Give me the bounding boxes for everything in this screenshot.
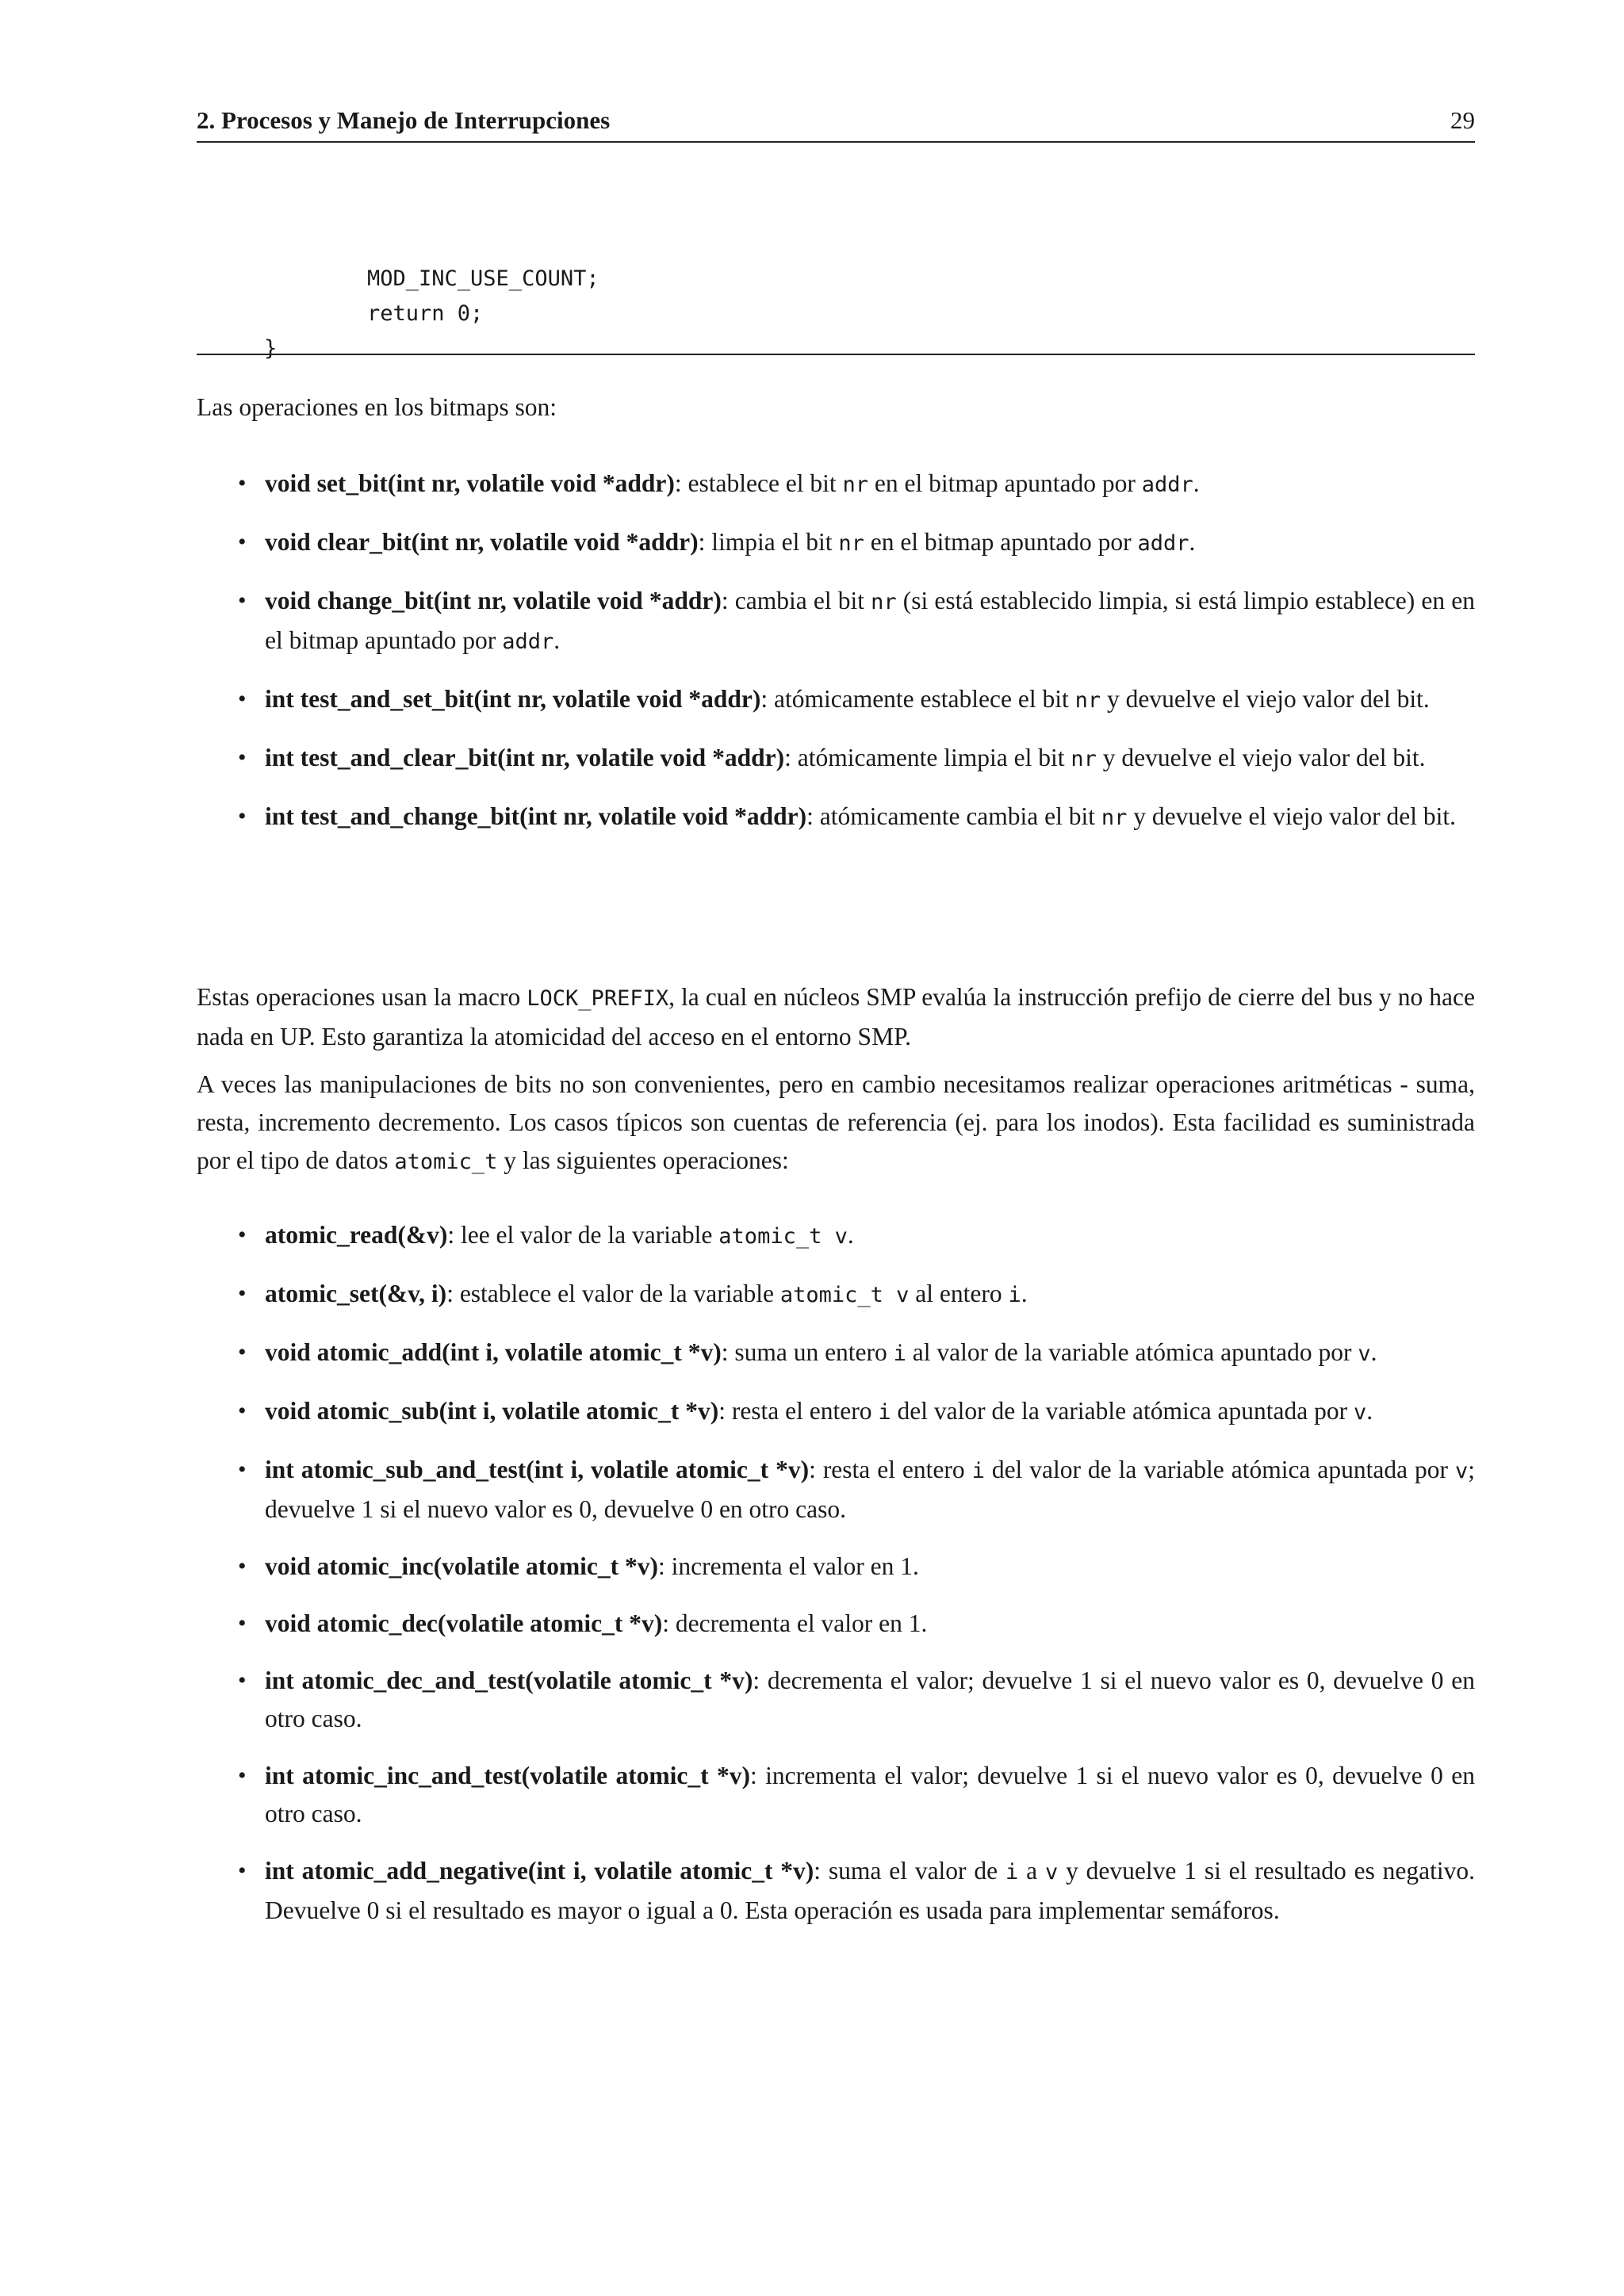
atomic-operations-list bbox=[197, 1216, 1475, 1949]
description: del valor de la variable atómica apuntada por bbox=[984, 1456, 1455, 1483]
code-term: nr bbox=[842, 473, 869, 497]
list-item bbox=[197, 1757, 1475, 1833]
description: al valor de la variable atómica apuntado por bbox=[906, 1338, 1358, 1366]
code-term: v bbox=[1044, 1860, 1059, 1885]
description: : lee el valor de la variable bbox=[447, 1221, 719, 1249]
description: en el bitmap apuntado por bbox=[868, 469, 1142, 497]
code-term: i bbox=[878, 1400, 891, 1425]
description: y devuelve el viejo valor del bit. bbox=[1096, 744, 1426, 771]
description: . bbox=[553, 626, 561, 654]
list-item bbox=[197, 1392, 1475, 1432]
paragraph-atomic bbox=[197, 1066, 1475, 1181]
code-term: addr bbox=[1141, 473, 1193, 497]
function-signature: atomic_read(&v) bbox=[265, 1221, 448, 1249]
code-line: MOD_INC_USE_COUNT; bbox=[367, 266, 599, 291]
description: ; devuelve 1 si el nuevo valor es 0, devuelve 0 en otro caso. bbox=[265, 1456, 1475, 1523]
function-signature: int test_and_set_bit(int nr, volatile void *addr) bbox=[265, 685, 761, 713]
description: y devuelve el viejo valor del bit. bbox=[1127, 802, 1457, 830]
description: . bbox=[1189, 528, 1196, 556]
code-term: v bbox=[1454, 1459, 1469, 1483]
list-item bbox=[197, 523, 1475, 563]
page-number: 29 bbox=[1450, 106, 1475, 134]
function-signature: void atomic_inc(volatile atomic_t *v) bbox=[265, 1552, 659, 1580]
list-item bbox=[197, 582, 1475, 661]
description: en el bitmap apuntado por bbox=[864, 528, 1138, 556]
description: : decrementa el valor; devuelve 1 si el nuevo valor es 0, devuelve 0 en otro caso. bbox=[265, 1667, 1475, 1732]
bitmap-operations-list bbox=[197, 465, 1475, 856]
description: : suma el valor de bbox=[814, 1857, 1005, 1885]
list-item bbox=[197, 1216, 1475, 1256]
bullet-icon: • bbox=[238, 1610, 247, 1636]
description: al entero bbox=[909, 1280, 1009, 1307]
bullet-icon: • bbox=[238, 1667, 247, 1693]
code-block bbox=[197, 262, 1475, 366]
code-term: atomic_t bbox=[394, 1150, 498, 1174]
list-item bbox=[197, 1852, 1475, 1930]
paragraph-text: A veces las manipulaciones de bits no son convenientes, pero en cambio necesitamos realizar operaciones aritméticas - suma, resta, incremento decremento. Los casos típicos son cuentas de referencia (ej. para los inodos). Esta facilidad es suministrada por el tipo de datos bbox=[197, 1070, 1475, 1174]
function-signature: int test_and_clear_bit(int nr, volatile void *addr) bbox=[265, 744, 785, 771]
function-signature: int atomic_dec_and_test(volatile atomic_t *v) bbox=[265, 1667, 753, 1694]
bullet-icon: • bbox=[238, 1339, 247, 1365]
code-term: nr bbox=[1074, 688, 1101, 713]
list-item bbox=[197, 680, 1475, 720]
bullet-icon: • bbox=[238, 529, 247, 555]
description: : incrementa el valor en 1. bbox=[658, 1552, 919, 1580]
function-signature: void set_bit(int nr, volatile void *addr) bbox=[265, 469, 675, 497]
description: : decrementa el valor en 1. bbox=[662, 1609, 928, 1637]
function-signature: int atomic_inc_and_test(volatile atomic_t *v) bbox=[265, 1762, 751, 1789]
description: : incrementa el valor; devuelve 1 si el nuevo valor es 0, devuelve 0 en otro caso. bbox=[265, 1762, 1476, 1827]
paragraph-text: y las siguientes operaciones: bbox=[497, 1146, 789, 1174]
description: . bbox=[1370, 1338, 1377, 1366]
paragraph-lock-prefix bbox=[197, 978, 1475, 1056]
function-signature: void atomic_add(int i, volatile atomic_t *v) bbox=[265, 1338, 722, 1366]
intro-bitmaps: Las operaciones en los bitmaps son: bbox=[197, 393, 557, 421]
list-item bbox=[197, 1662, 1475, 1738]
description: . bbox=[1021, 1280, 1028, 1307]
list-item bbox=[197, 739, 1475, 779]
bullet-icon: • bbox=[238, 1456, 247, 1483]
description: del valor de la variable atómica apuntada por bbox=[891, 1397, 1354, 1425]
code-term: i bbox=[893, 1341, 906, 1366]
code-term: nr bbox=[871, 590, 897, 614]
code-term: i bbox=[971, 1459, 985, 1483]
list-item bbox=[197, 465, 1475, 504]
code-term: v bbox=[1358, 1341, 1371, 1366]
description: : resta el entero bbox=[718, 1397, 879, 1425]
code-line: } bbox=[264, 336, 278, 361]
description: : establece el bit bbox=[674, 469, 843, 497]
list-item bbox=[197, 1275, 1475, 1314]
function-signature: int test_and_change_bit(int nr, volatile void *addr) bbox=[265, 802, 807, 830]
code-rule bbox=[197, 354, 1475, 355]
code-term: addr bbox=[1137, 531, 1189, 556]
code-term: v bbox=[1354, 1400, 1367, 1425]
code-term: i bbox=[1005, 1860, 1019, 1885]
description: : atómicamente establece el bit bbox=[760, 685, 1075, 713]
description: . bbox=[1193, 469, 1200, 497]
description: : limpia el bit bbox=[698, 528, 839, 556]
list-item bbox=[197, 1605, 1475, 1643]
paragraph-text: Estas operaciones usan la macro bbox=[197, 983, 527, 1011]
description: : cambia el bit bbox=[721, 587, 871, 614]
bullet-icon: • bbox=[238, 1858, 247, 1884]
description: : suma un entero bbox=[721, 1338, 894, 1366]
function-signature: void atomic_dec(volatile atomic_t *v) bbox=[265, 1609, 663, 1637]
function-signature: void clear_bit(int nr, volatile void *addr) bbox=[265, 528, 699, 556]
description: : atómicamente limpia el bit bbox=[784, 744, 1071, 771]
list-item bbox=[197, 798, 1475, 837]
function-signature: void change_bit(int nr, volatile void *addr) bbox=[265, 587, 722, 614]
list-item bbox=[197, 1334, 1475, 1373]
description: . bbox=[1366, 1397, 1373, 1425]
bullet-icon: • bbox=[238, 803, 247, 829]
description: : resta el entero bbox=[809, 1456, 972, 1483]
code-line: return 0; bbox=[367, 301, 484, 326]
bullet-icon: • bbox=[238, 1762, 247, 1789]
description: : atómicamente cambia el bit bbox=[806, 802, 1101, 830]
list-item bbox=[197, 1548, 1475, 1586]
bullet-icon: • bbox=[238, 744, 247, 771]
code-term: atomic_t v bbox=[718, 1224, 848, 1249]
description: . bbox=[847, 1221, 854, 1249]
function-signature: int atomic_add_negative(int i, volatile atomic_t *v) bbox=[265, 1857, 814, 1885]
bullet-icon: • bbox=[238, 1553, 247, 1579]
description: : establece el valor de la variable bbox=[446, 1280, 780, 1307]
bullet-icon: • bbox=[238, 1222, 247, 1248]
description: (si está establecido limpia, si está limpio establece) en en el bitmap apuntado por bbox=[265, 587, 1475, 654]
code-term: i bbox=[1008, 1283, 1021, 1307]
description: y devuelve el viejo valor del bit. bbox=[1101, 685, 1430, 713]
code-term: nr bbox=[838, 531, 864, 556]
code-term: nr bbox=[1101, 806, 1128, 830]
code-term: addr bbox=[502, 629, 554, 654]
page-header bbox=[197, 103, 1475, 143]
function-signature: void atomic_sub(int i, volatile atomic_t *v) bbox=[265, 1397, 719, 1425]
bullet-icon: • bbox=[238, 587, 247, 614]
description: a bbox=[1018, 1857, 1045, 1885]
description: y devuelve 1 si el resultado es negativo. Devuelve 0 si el resultado es mayor o igual a 0. Esta operación es usada para implementar semáforos. bbox=[265, 1857, 1476, 1924]
code-term: atomic_t v bbox=[779, 1283, 910, 1307]
function-signature: int atomic_sub_and_test(int i, volatile atomic_t *v) bbox=[265, 1456, 810, 1483]
code-term: LOCK_PREFIX bbox=[527, 986, 669, 1011]
chapter-title: 2. Procesos y Manejo de Interrupciones bbox=[197, 106, 611, 134]
bullet-icon: • bbox=[238, 470, 247, 496]
paragraph-text: , la cual en núcleos SMP evalúa la instrucción prefijo de cierre del bus y no hace nada en UP. Esto garantiza la atomicidad del acceso en el entorno SMP. bbox=[197, 983, 1476, 1050]
bullet-icon: • bbox=[238, 1280, 247, 1307]
list-item bbox=[197, 1451, 1475, 1529]
bullet-icon: • bbox=[238, 1398, 247, 1424]
code-term: nr bbox=[1071, 747, 1097, 771]
bullet-icon: • bbox=[238, 686, 247, 712]
function-signature: atomic_set(&v, i) bbox=[265, 1280, 447, 1307]
